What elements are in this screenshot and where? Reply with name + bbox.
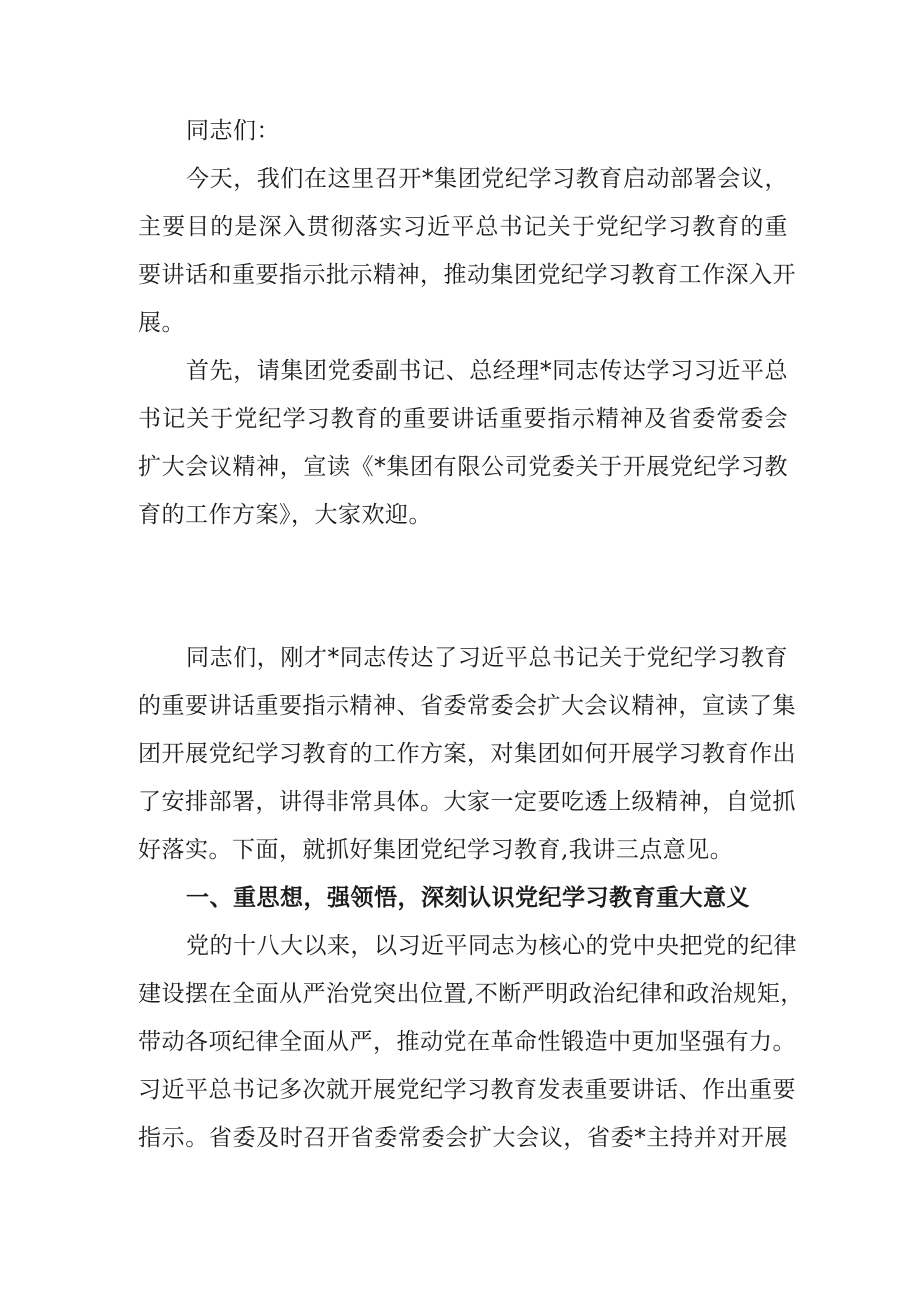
- paragraph-line: 指示。省委及时召开省委常委会扩大会议，省委*主持并对开展: [138, 1125, 788, 1151]
- paragraph-line: 同志们，刚才*同志传达了习近平总书记关于党纪学习教育: [186, 645, 788, 671]
- paragraph-line: 主要目的是深入贯彻落实习近平总书记关于党纪学习教育的重: [138, 214, 788, 240]
- section-heading: 一、重思想，强领悟，深刻认识党纪学习教育重大意义: [186, 884, 750, 911]
- paragraph-line: 的重要讲话重要指示精神、省委常委会扩大会议精神，宣读了集: [138, 693, 796, 719]
- paragraph-line: 好落实。下面，就抓好集团党纪学习教育,我讲三点意见。: [138, 837, 734, 863]
- paragraph-line: 党的十八大以来，以习近平同志为核心的党中央把党的纪律: [186, 933, 797, 959]
- paragraph-line: 育的工作方案》，大家欢迎。: [138, 502, 432, 528]
- paragraph-line: 了安排部署，讲得非常具体。大家一定要吃透上级精神，自觉抓: [138, 789, 796, 815]
- paragraph-line: 扩大会议精神，宣读《*集团有限公司党委关于开展党纪学习教: [138, 454, 788, 480]
- paragraph-line: 团开展党纪学习教育的工作方案，对集团如何开展学习教育作出: [138, 741, 796, 767]
- paragraph-line: 要讲话和重要指示批示精神，推动集团党纪学习教育工作深入开: [138, 262, 796, 288]
- paragraph-line: 今天，我们在这里召开*集团党纪学习教育启动部署会议，: [186, 166, 788, 192]
- paragraph-line: 书记关于党纪学习教育的重要讲话重要指示精神及省委常委会: [138, 406, 788, 432]
- paragraph-line: 首先，请集团党委副书记、总经理*同志传达学习习近平总: [186, 358, 788, 384]
- paragraph-line: 习近平总书记多次就开展党纪学习教育发表重要讲话、作出重要: [138, 1077, 796, 1103]
- paragraph-line: 带动各项纪律全面从严，推动党在革命性锻造中更加坚强有力。: [138, 1029, 796, 1055]
- paragraph-line: 展。: [138, 310, 185, 336]
- salutation: 同志们：: [186, 118, 280, 144]
- paragraph-line: 建设摆在全面从严治党突出位置,不断严明政治纪律和政治规矩，: [138, 981, 804, 1007]
